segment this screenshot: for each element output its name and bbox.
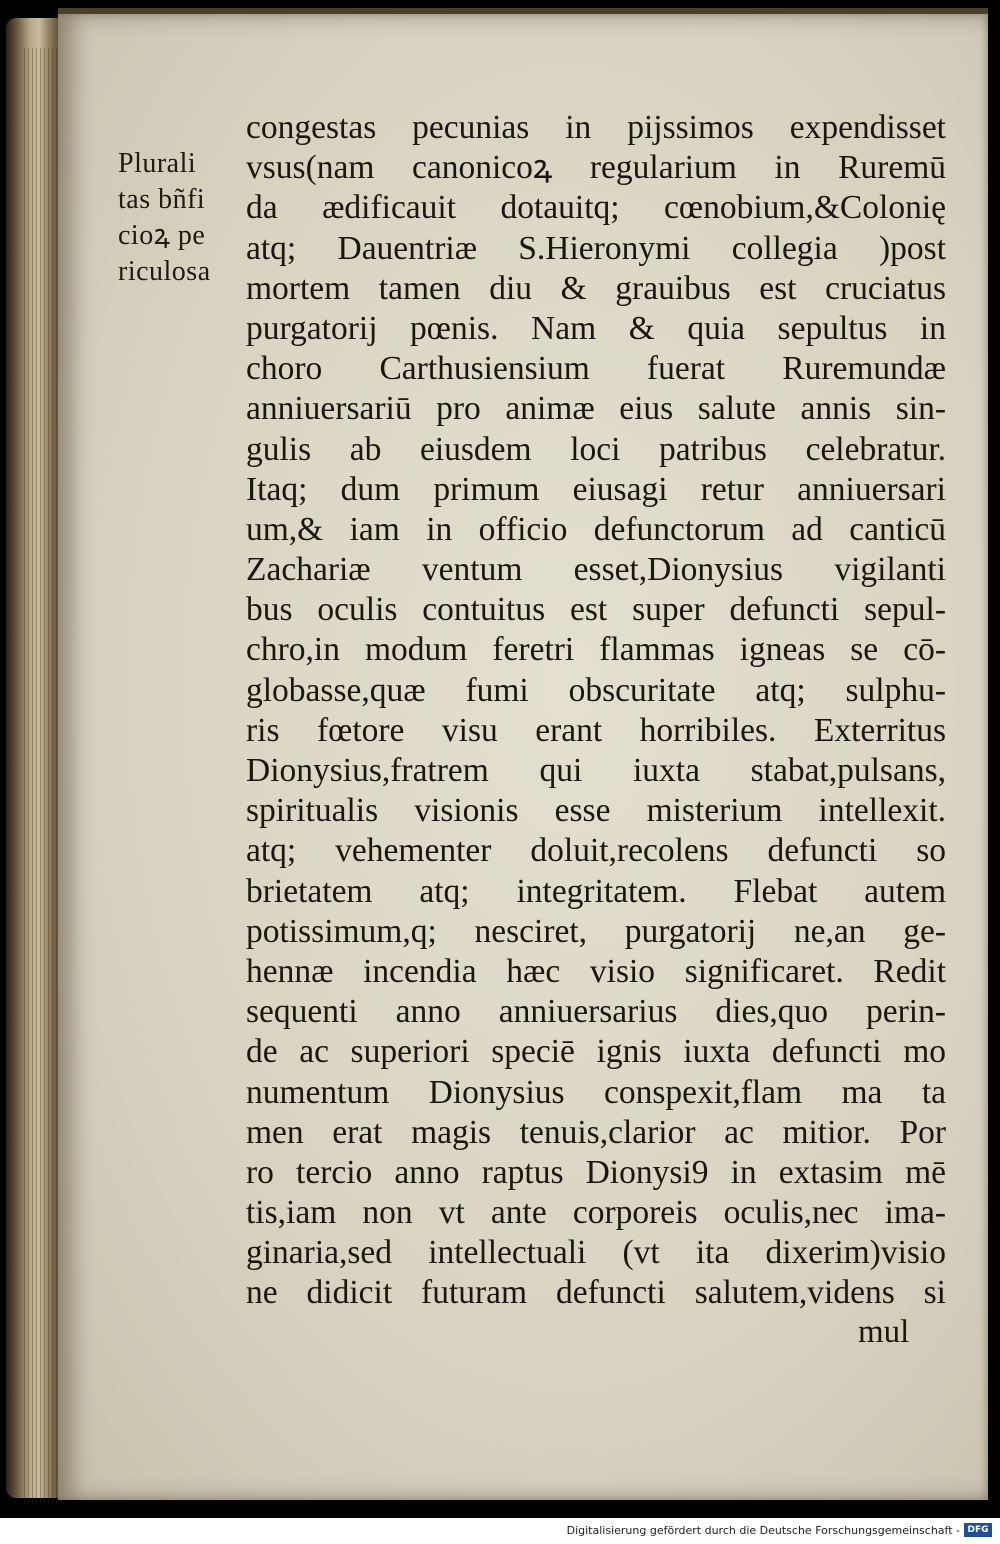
text-line: tis,iam non vt ante corporeis oculis,nec ima- [246, 1194, 946, 1232]
text-line: potissimum,q; nesciret, purgatorij ne,an ge- [246, 912, 946, 950]
text-line: men erat magis tenuis,clarior ac mitior. Por [246, 1113, 946, 1151]
catchword: mul [858, 1314, 910, 1350]
text-line: ne didicit futuram defuncti salutem,videns si [246, 1274, 946, 1312]
digitization-credit: Digitalisierung gefördert durch die Deutsche Forschungsgemeinschaft - [566, 1524, 960, 1537]
text-line: congestas pecunias in pijssimos expendisset [246, 109, 946, 146]
text-line: choro Carthusiensium fuerat Ruremundæ [246, 350, 946, 388]
margin-note [118, 146, 248, 290]
text-line: hennæ incendia hæc visio significaret. Redit [246, 952, 946, 990]
text-line: numentum Dionysius conspexit,flam ma ta [246, 1073, 946, 1111]
text-line: gulis ab eiusdem loci patribus celebratur. [246, 430, 946, 468]
text-line: globasse,quæ fumi obscuritate atq; sulphu- [246, 671, 946, 709]
dfg-logo: DFG [964, 1523, 992, 1537]
text-line: um,& iam in officio defunctorum ad canticū [246, 510, 946, 548]
text-line: ginaria,sed intellectuali (vt ita dixerim)visio [246, 1234, 946, 1272]
text-line: purgatorij pœnis. Nam & quia sepultus in [246, 309, 946, 347]
text-line: chro,in modum feretri flammas igneas se cō- [246, 631, 946, 669]
text-line: sequenti anno anniuersarius dies,quo perin- [246, 993, 946, 1031]
text-line: bus oculis contuitus est super defuncti sepul- [246, 591, 946, 629]
text-line: atq; Dauentriæ S.Hieronymi collegia )post [246, 229, 946, 267]
text-line: Dionysius,fratrem qui iuxta stabat,pulsans, [246, 752, 946, 789]
text-line: brietatem atq; integritatem. Flebat autem [246, 872, 946, 910]
margin-note-line: riculosa [118, 256, 211, 287]
text-line: anniuersariū pro animæ eius salute annis sin- [246, 390, 946, 428]
text-line: Zachariæ ventum esset,Dionysius vigilanti [246, 551, 946, 589]
book-page-edges [6, 18, 66, 1498]
margin-note-line: tas bñfi [118, 184, 206, 215]
margin-note-line: Plurali [118, 148, 197, 179]
text-line: ris fœtore visu erant horribiles. Exterritus [246, 711, 946, 749]
text-line: mortem tamen diu & grauibus est cruciatus [246, 269, 946, 307]
text-line: spiritualis visionis esse misterium intellexit. [246, 792, 946, 830]
text-line: Itaq; dum primum eiusagi retur anniuersari [246, 470, 946, 508]
text-line: da ædificauit dotauitq; cœnobium,&Colonię [246, 189, 946, 227]
text-line: de ac superiori speciē ignis iuxta defuncti mo [246, 1033, 946, 1071]
text-line: ro tercio anno raptus Dionysi9 in extasim mē [246, 1153, 946, 1191]
main-text [246, 108, 946, 1314]
text-line: atq; vehementer doluit,recolens defuncti so [246, 832, 946, 870]
text-line: vsus(nam canonicoꝝ regularium in Ruremū [246, 149, 946, 187]
margin-note-line: cioꝝ pe [118, 220, 206, 251]
